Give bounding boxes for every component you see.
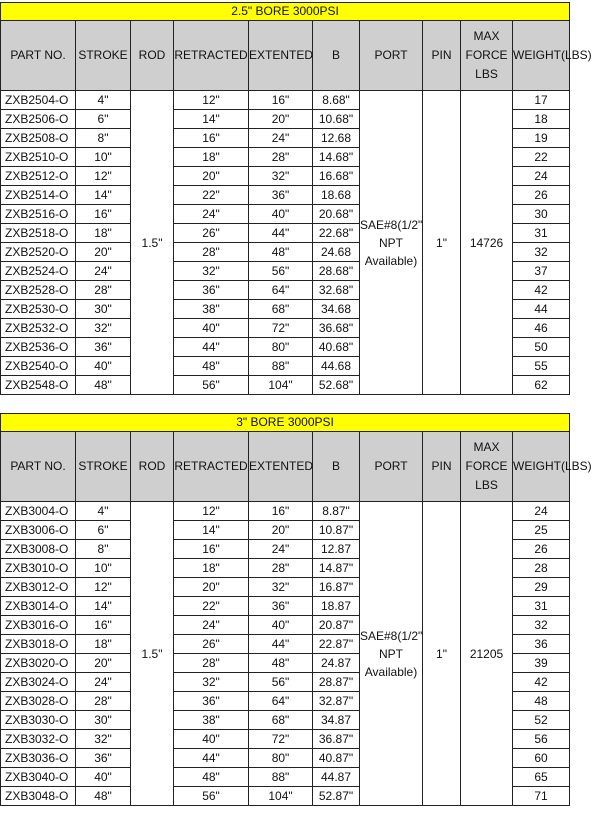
cell-extented: 88" (249, 768, 313, 787)
cell-extented: 44" (249, 635, 313, 654)
cell-retracted: 14" (174, 110, 249, 129)
cell-stroke: 14" (76, 597, 131, 616)
cell-b: 36.87" (313, 730, 360, 749)
cell-part-no: ZXB2514-O (1, 186, 76, 205)
cell-stroke: 20" (76, 243, 131, 262)
cell-stroke: 8" (76, 540, 131, 559)
column-header-row (1, 21, 570, 91)
header-stroke: STROKE (76, 432, 131, 502)
header-part-no: PART NO. (1, 432, 76, 502)
cell-stroke: 32" (76, 319, 131, 338)
cell-weight: 42 (513, 673, 570, 692)
cell-part-no: ZXB3008-O (1, 540, 76, 559)
cell-extented: 64" (249, 281, 313, 300)
cell-extented: 80" (249, 338, 313, 357)
cell-retracted: 24" (174, 616, 249, 635)
cell-part-no: ZXB2510-O (1, 148, 76, 167)
cell-weight: 60 (513, 749, 570, 768)
cell-weight: 50 (513, 338, 570, 357)
cell-part-no: ZXB3040-O (1, 768, 76, 787)
cell-extented: 16" (249, 502, 313, 521)
header-rod: ROD (131, 21, 174, 91)
cell-weight: 36 (513, 635, 570, 654)
cell-part-no: ZXB2532-O (1, 319, 76, 338)
cell-b: 32.87" (313, 692, 360, 711)
cell-stroke: 30" (76, 711, 131, 730)
cell-extented: 72" (249, 730, 313, 749)
cell-part-no: ZXB2504-O (1, 91, 76, 110)
cell-stroke: 12" (76, 167, 131, 186)
cell-b: 22.87" (313, 635, 360, 654)
cell-rod: 1.5" (131, 91, 174, 395)
cell-stroke: 28" (76, 281, 131, 300)
cell-extented: 20" (249, 521, 313, 540)
cell-part-no: ZXB3014-O (1, 597, 76, 616)
cell-weight: 65 (513, 768, 570, 787)
table-row (1, 91, 570, 110)
cell-retracted: 56" (174, 376, 249, 395)
header-extented: EXTENTED (249, 432, 313, 502)
cell-b: 16.68" (313, 167, 360, 186)
cell-stroke: 48" (76, 376, 131, 395)
cell-retracted: 26" (174, 224, 249, 243)
header-max-force: MAX FORCE LBS (461, 432, 513, 502)
cell-weight: 30 (513, 205, 570, 224)
cell-stroke: 14" (76, 186, 131, 205)
header-pin: PIN (423, 432, 461, 502)
cell-extented: 104" (249, 787, 313, 806)
cell-part-no: ZXB3048-O (1, 787, 76, 806)
spec-table-2-5-bore (0, 2, 592, 395)
cell-extented: 48" (249, 243, 313, 262)
cell-retracted: 14" (174, 521, 249, 540)
cell-weight: 62 (513, 376, 570, 395)
cell-b: 24.87 (313, 654, 360, 673)
cell-stroke: 28" (76, 692, 131, 711)
cell-weight: 39 (513, 654, 570, 673)
cell-weight: 24 (513, 502, 570, 521)
cell-weight: 31 (513, 597, 570, 616)
header-max-force: MAX FORCE LBS (461, 21, 513, 91)
cell-weight: 56 (513, 730, 570, 749)
cell-weight: 44 (513, 300, 570, 319)
cell-b: 18.87 (313, 597, 360, 616)
cell-extented: 64" (249, 692, 313, 711)
header-weight: WEIGHT(LBS) (513, 21, 570, 91)
header-pin: PIN (423, 21, 461, 91)
cell-retracted: 40" (174, 730, 249, 749)
cell-max-force: 14726 (461, 91, 513, 395)
cell-b: 40.68" (313, 338, 360, 357)
spec-table-3-bore (0, 413, 592, 806)
cell-weight: 17 (513, 91, 570, 110)
cell-b: 20.87" (313, 616, 360, 635)
cell-stroke: 4" (76, 502, 131, 521)
cell-b: 16.87" (313, 578, 360, 597)
cell-extented: 36" (249, 186, 313, 205)
cell-retracted: 40" (174, 319, 249, 338)
cell-extented: 56" (249, 262, 313, 281)
cell-b: 52.87" (313, 787, 360, 806)
cell-part-no: ZXB2530-O (1, 300, 76, 319)
cell-b: 10.68" (313, 110, 360, 129)
cell-max-force: 21205 (461, 502, 513, 806)
cell-retracted: 32" (174, 673, 249, 692)
cell-part-no: ZXB2508-O (1, 129, 76, 148)
cell-stroke: 48" (76, 787, 131, 806)
cell-retracted: 36" (174, 692, 249, 711)
cell-weight: 22 (513, 148, 570, 167)
cell-b: 12.87 (313, 540, 360, 559)
cell-weight: 52 (513, 711, 570, 730)
cell-part-no: ZXB3004-O (1, 502, 76, 521)
cell-extented: 48" (249, 654, 313, 673)
cell-stroke: 18" (76, 635, 131, 654)
cell-extented: 32" (249, 167, 313, 186)
header-extented: EXTENTED (249, 21, 313, 91)
cell-extented: 40" (249, 205, 313, 224)
spec-table-body (1, 3, 592, 395)
cell-b: 14.68" (313, 148, 360, 167)
cell-part-no: ZXB2520-O (1, 243, 76, 262)
table-title-row (1, 414, 570, 432)
cell-extented: 16" (249, 91, 313, 110)
cell-stroke: 30" (76, 300, 131, 319)
cell-stroke: 24" (76, 262, 131, 281)
spec-table-2-5-bore-block (0, 2, 592, 395)
cell-retracted: 18" (174, 559, 249, 578)
cell-extented: 28" (249, 148, 313, 167)
cell-retracted: 26" (174, 635, 249, 654)
cell-rod: 1.5" (131, 502, 174, 806)
cell-retracted: 36" (174, 281, 249, 300)
header-retracted: RETRACTED (174, 432, 249, 502)
cell-weight: 31 (513, 224, 570, 243)
cell-weight: 32 (513, 616, 570, 635)
cell-stroke: 36" (76, 338, 131, 357)
cell-b: 22.68" (313, 224, 360, 243)
cell-retracted: 20" (174, 167, 249, 186)
cell-extented: 32" (249, 578, 313, 597)
cell-stroke: 40" (76, 768, 131, 787)
cell-b: 40.87" (313, 749, 360, 768)
cell-retracted: 44" (174, 749, 249, 768)
cell-b: 10.87" (313, 521, 360, 540)
cell-retracted: 38" (174, 300, 249, 319)
cell-b: 36.68" (313, 319, 360, 338)
cell-extented: 68" (249, 711, 313, 730)
cell-extented: 24" (249, 540, 313, 559)
header-b: B (313, 432, 360, 502)
cell-b: 28.87" (313, 673, 360, 692)
cell-weight: 71 (513, 787, 570, 806)
cell-retracted: 22" (174, 186, 249, 205)
cell-part-no: ZXB3030-O (1, 711, 76, 730)
cell-weight: 18 (513, 110, 570, 129)
header-port: PORT (360, 21, 423, 91)
cell-part-no: ZXB3016-O (1, 616, 76, 635)
cell-stroke: 18" (76, 224, 131, 243)
cell-part-no: ZXB2512-O (1, 167, 76, 186)
header-rod: ROD (131, 432, 174, 502)
cell-stroke: 16" (76, 616, 131, 635)
cell-b: 20.68" (313, 205, 360, 224)
cell-weight: 26 (513, 540, 570, 559)
cell-stroke: 32" (76, 730, 131, 749)
cell-pin: 1" (423, 91, 461, 395)
cell-part-no: ZXB3036-O (1, 749, 76, 768)
cell-part-no: ZXB3032-O (1, 730, 76, 749)
cell-stroke: 24" (76, 673, 131, 692)
column-header-row (1, 432, 570, 502)
cell-retracted: 16" (174, 129, 249, 148)
cell-b: 12.68 (313, 129, 360, 148)
cell-extented: 104" (249, 376, 313, 395)
spec-table-body (1, 414, 592, 806)
cell-b: 8.87" (313, 502, 360, 521)
cell-b: 8.68" (313, 91, 360, 110)
header-port: PORT (360, 432, 423, 502)
cell-part-no: ZXB3018-O (1, 635, 76, 654)
spec-table-3-bore-block (0, 413, 592, 806)
cell-part-no: ZXB2518-O (1, 224, 76, 243)
cell-extented: 44" (249, 224, 313, 243)
cell-stroke: 16" (76, 205, 131, 224)
cell-retracted: 38" (174, 711, 249, 730)
cell-b: 44.68 (313, 357, 360, 376)
cell-extented: 80" (249, 749, 313, 768)
cell-b: 14.87" (313, 559, 360, 578)
cell-extented: 20" (249, 110, 313, 129)
cell-extented: 56" (249, 673, 313, 692)
cell-stroke: 8" (76, 129, 131, 148)
header-stroke: STROKE (76, 21, 131, 91)
cell-retracted: 12" (174, 91, 249, 110)
cell-extented: 36" (249, 597, 313, 616)
cell-weight: 24 (513, 167, 570, 186)
cell-part-no: ZXB2524-O (1, 262, 76, 281)
table-title: 2.5" BORE 3000PSI (1, 3, 570, 21)
cell-b: 24.68 (313, 243, 360, 262)
cell-retracted: 20" (174, 578, 249, 597)
cell-weight: 25 (513, 521, 570, 540)
cell-retracted: 32" (174, 262, 249, 281)
cell-retracted: 28" (174, 654, 249, 673)
cell-part-no: ZXB2536-O (1, 338, 76, 357)
cell-part-no: ZXB2540-O (1, 357, 76, 376)
cell-part-no: ZXB3024-O (1, 673, 76, 692)
cell-part-no: ZXB2506-O (1, 110, 76, 129)
header-part-no: PART NO. (1, 21, 76, 91)
cell-stroke: 10" (76, 559, 131, 578)
cell-b: 28.68" (313, 262, 360, 281)
cell-weight: 32 (513, 243, 570, 262)
cell-part-no: ZXB3010-O (1, 559, 76, 578)
cell-retracted: 24" (174, 205, 249, 224)
cell-port: SAE#8(1/2" NPT Available) (360, 502, 423, 806)
cell-b: 34.87 (313, 711, 360, 730)
cell-retracted: 56" (174, 787, 249, 806)
cell-b: 18.68 (313, 186, 360, 205)
cell-weight: 37 (513, 262, 570, 281)
table-title: 3" BORE 3000PSI (1, 414, 570, 432)
cell-extented: 28" (249, 559, 313, 578)
cell-extented: 72" (249, 319, 313, 338)
header-weight: WEIGHT(LBS) (513, 432, 570, 502)
cell-part-no: ZXB2516-O (1, 205, 76, 224)
cell-weight: 29 (513, 578, 570, 597)
cell-weight: 55 (513, 357, 570, 376)
cell-b: 44.87 (313, 768, 360, 787)
header-retracted: RETRACTED (174, 21, 249, 91)
cell-retracted: 28" (174, 243, 249, 262)
cell-stroke: 10" (76, 148, 131, 167)
cell-b: 52.68" (313, 376, 360, 395)
cell-retracted: 16" (174, 540, 249, 559)
cell-stroke: 4" (76, 91, 131, 110)
cell-weight: 19 (513, 129, 570, 148)
cell-retracted: 18" (174, 148, 249, 167)
cell-extented: 24" (249, 129, 313, 148)
table-title-row (1, 3, 570, 21)
cell-b: 32.68" (313, 281, 360, 300)
cell-part-no: ZXB3028-O (1, 692, 76, 711)
cell-part-no: ZXB2528-O (1, 281, 76, 300)
cell-retracted: 48" (174, 768, 249, 787)
cell-weight: 26 (513, 186, 570, 205)
cell-weight: 48 (513, 692, 570, 711)
header-b: B (313, 21, 360, 91)
cell-retracted: 12" (174, 502, 249, 521)
cell-b: 34.68 (313, 300, 360, 319)
cell-extented: 40" (249, 616, 313, 635)
cell-extented: 88" (249, 357, 313, 376)
cell-part-no: ZXB3012-O (1, 578, 76, 597)
cell-pin: 1" (423, 502, 461, 806)
cell-retracted: 44" (174, 338, 249, 357)
cell-stroke: 6" (76, 110, 131, 129)
cell-stroke: 40" (76, 357, 131, 376)
cell-part-no: ZXB2548-O (1, 376, 76, 395)
cell-stroke: 6" (76, 521, 131, 540)
table-row (1, 502, 570, 521)
cell-weight: 42 (513, 281, 570, 300)
cell-weight: 46 (513, 319, 570, 338)
cell-part-no: ZXB3006-O (1, 521, 76, 540)
cell-retracted: 22" (174, 597, 249, 616)
cell-weight: 28 (513, 559, 570, 578)
cell-extented: 68" (249, 300, 313, 319)
cell-retracted: 48" (174, 357, 249, 376)
cell-stroke: 12" (76, 578, 131, 597)
cell-port: SAE#8(1/2" NPT Available) (360, 91, 423, 395)
cell-stroke: 36" (76, 749, 131, 768)
cell-part-no: ZXB3020-O (1, 654, 76, 673)
cell-stroke: 20" (76, 654, 131, 673)
